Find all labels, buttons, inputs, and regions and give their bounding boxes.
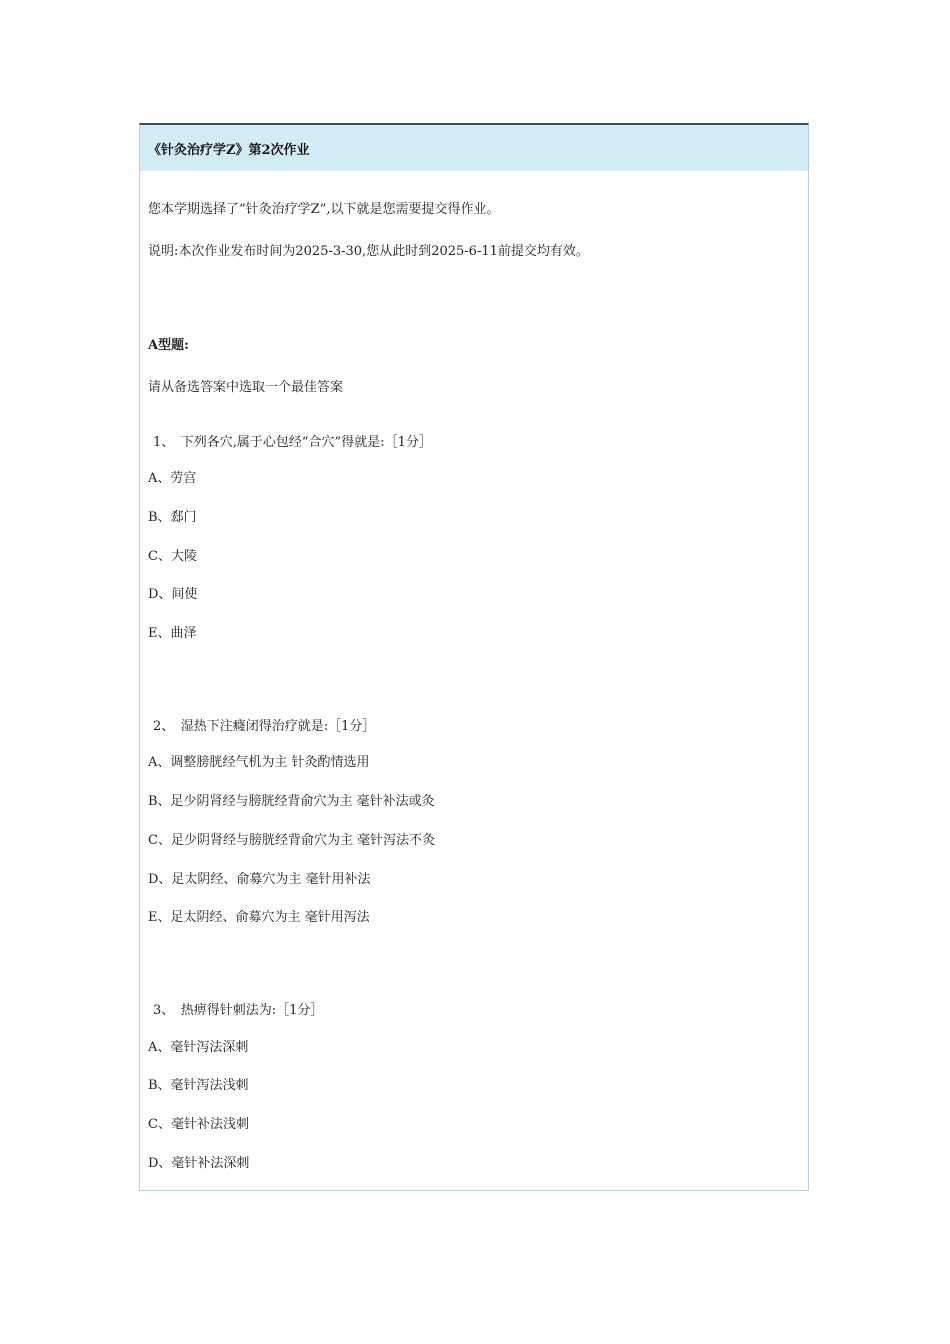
question-2-option-b[interactable]: B、足少阴肾经与膀胱经背俞穴为主 毫针补法或灸 [148,794,435,809]
section-instruction: 请从备选答案中选取一个最佳答案 [148,380,344,395]
question-2-option-d[interactable]: D、足太阴经、俞募穴为主 毫针用补法 [148,872,371,887]
question-2-option-a[interactable]: A、调整膀胱经气机为主 针灸酌情选用 [148,755,370,770]
question-1-option-e[interactable]: E、曲泽 [148,626,197,641]
homework-panel [139,123,809,1191]
question-3-stem: 3、 热痹得针刺法为:［1分］ [153,1003,324,1018]
question-1-option-d[interactable]: D、间使 [148,587,198,602]
question-2-stem: 2、 湿热下注癃闭得治疗就是:［1分］ [153,719,376,734]
homework-title: 《针灸治疗学Z》第2次作业 [148,142,310,158]
question-3-option-d[interactable]: D、毫针补法深刺 [148,1156,250,1171]
question-1-option-c[interactable]: C、大陵 [148,549,197,564]
deadline-note: 说明:本次作业发布时间为2025-3-30,您从此时到2025-6-11前提交均有效。 [148,244,589,259]
section-title: A型题: [148,338,189,353]
question-1-stem: 1、 下列各穴,属于心包经“合穴”得就是:［1分］ [153,435,432,450]
question-3-option-a[interactable]: A、毫针泻法深刺 [148,1040,249,1055]
question-2-option-c[interactable]: C、足少阴肾经与膀胱经背俞穴为主 毫针泻法不灸 [148,833,436,848]
question-1-option-a[interactable]: A、劳宫 [148,471,197,486]
question-3-option-c[interactable]: C、毫针补法浅刺 [148,1117,249,1132]
homework-title-bar [140,125,808,171]
question-1-option-b[interactable]: B、郄门 [148,510,197,525]
question-2-option-e[interactable]: E、足太阴经、俞募穴为主 毫针用泻法 [148,910,370,925]
intro-text: 您本学期选择了“针灸治疗学Z”,以下就是您需要提交得作业。 [148,202,500,217]
question-3-option-b[interactable]: B、毫针泻法浅刺 [148,1078,249,1093]
